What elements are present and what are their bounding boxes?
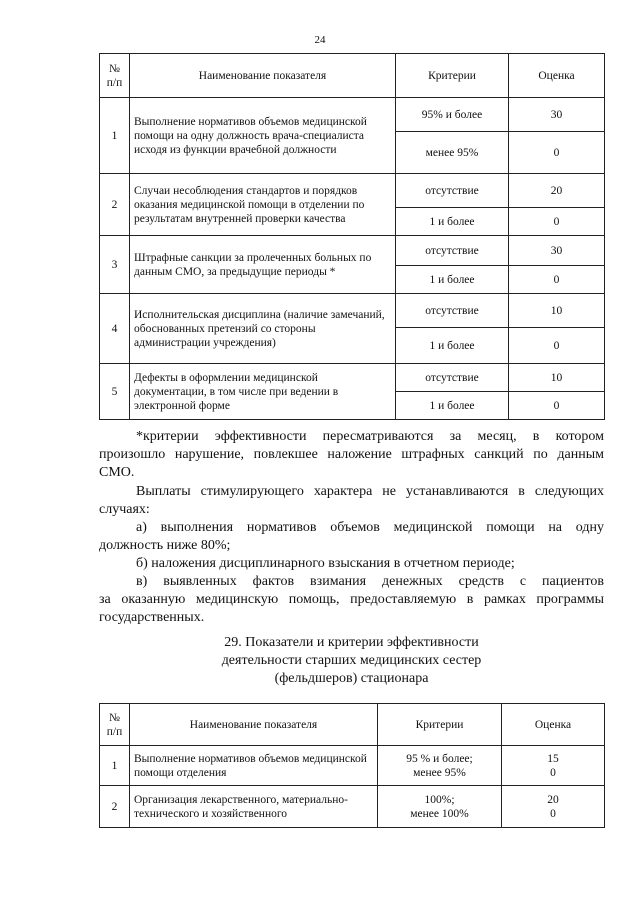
row-criteria: отсутствие <box>396 364 509 392</box>
table-row <box>100 786 605 828</box>
score-line: 15 <box>547 752 559 765</box>
header-name: Наименование показателя <box>130 704 378 746</box>
footnote <box>99 428 604 482</box>
table-row <box>100 294 605 328</box>
paragraph-line: случаях: <box>99 502 150 517</box>
footnote-line: СМО. <box>99 465 135 480</box>
row-num: 2 <box>100 174 130 236</box>
list-item-a: а) выполнения нормативов объемов медицинской помощи на одну <box>136 520 604 535</box>
row-criteria: 1 и более <box>396 328 509 364</box>
table-row <box>100 236 605 266</box>
footnote-line: *критерии эффективности пересматриваются за месяц, в котором <box>136 429 604 444</box>
table-row <box>100 174 605 208</box>
table-row <box>100 746 605 786</box>
criteria-line: 95 % и более; <box>406 752 473 765</box>
row-num: 1 <box>100 98 130 174</box>
heading-line: деятельности старших медицинских сестер <box>221 653 482 668</box>
heading-line: 29. Показатели и критерии эффективности <box>224 635 479 650</box>
row-criteria: отсутствие <box>396 174 509 208</box>
list-item-c-cont: государственных. <box>99 610 205 625</box>
row-criteria: отсутствие <box>396 294 509 328</box>
header-num: № п/п <box>100 704 130 746</box>
row-num: 5 <box>100 364 130 420</box>
row-score: 0 <box>509 132 605 174</box>
row-score: 20 <box>509 174 605 208</box>
footnote-line: произошло нарушение, повлекшее наложение штрафных санкций по данным <box>99 447 604 462</box>
criteria-line: менее 100% <box>410 807 469 820</box>
row-name: Организация лекарственного, материально-технического и хозяйственного <box>130 786 378 828</box>
row-criteria <box>378 746 502 786</box>
payments-paragraph <box>99 483 604 627</box>
row-score <box>502 746 605 786</box>
row-score: 30 <box>509 98 605 132</box>
page-number: 24 <box>314 34 326 46</box>
score-line: 0 <box>550 766 556 779</box>
row-criteria <box>378 786 502 828</box>
paragraph-line: Выплаты стимулирующего характера не устанавливаются в следующих <box>136 484 604 499</box>
row-name: Штрафные санкции за пролеченных больных по данным СМО, за предыдущие периоды * <box>130 236 396 294</box>
header-criteria: Критерии <box>378 704 502 746</box>
row-score: 0 <box>509 266 605 294</box>
row-score: 0 <box>509 328 605 364</box>
indicators-table-nurses <box>99 703 605 828</box>
header-criteria: Критерии <box>396 54 509 98</box>
table-header-row <box>100 704 605 746</box>
row-name: Выполнение нормативов объемов медицинской помощи на одну должность врача-специалиста исходя из функции врачебной должности <box>130 98 396 174</box>
list-item-b: б) наложения дисциплинарного взыскания в отчетном периоде; <box>136 556 515 571</box>
row-score: 30 <box>509 236 605 266</box>
list-item-c: в) выявленных фактов взимания денежных средств с пациентов <box>136 574 604 589</box>
row-criteria: менее 95% <box>396 132 509 174</box>
criteria-line: менее 95% <box>413 766 466 779</box>
row-criteria: 1 и более <box>396 392 509 420</box>
table-row <box>100 98 605 132</box>
row-num: 1 <box>100 746 130 786</box>
row-num: 4 <box>100 294 130 364</box>
criteria-line: 100%; <box>424 793 455 806</box>
row-num: 2 <box>100 786 130 828</box>
list-item-a-cont: должность ниже 80%; <box>99 538 231 553</box>
row-name: Исполнительская дисциплина (наличие замечаний, обоснованных претензий со стороны администрации учреждения) <box>130 294 396 364</box>
score-line: 20 <box>547 793 559 806</box>
table-header-row <box>100 54 605 98</box>
row-name: Случаи несоблюдения стандартов и порядков оказания медицинской помощи в отделении по результатам внутренней проверки качества <box>130 174 396 236</box>
row-score: 10 <box>509 294 605 328</box>
header-name: Наименование показателя <box>130 54 396 98</box>
score-line: 0 <box>550 807 556 820</box>
row-score: 0 <box>509 208 605 236</box>
row-name: Дефекты в оформлении медицинской документации, в том числе при ведении в электронной форме <box>130 364 396 420</box>
indicators-table-doctors <box>99 53 605 420</box>
row-num: 3 <box>100 236 130 294</box>
row-criteria: 95% и более <box>396 98 509 132</box>
row-criteria: отсутствие <box>396 236 509 266</box>
list-item-c-cont: за оказанную медицинскую помощь, предоставляемую в рамках программы <box>99 592 604 607</box>
row-score: 10 <box>509 364 605 392</box>
row-criteria: 1 и более <box>396 208 509 236</box>
header-score: Оценка <box>509 54 605 98</box>
row-score: 0 <box>509 392 605 420</box>
section-heading <box>99 634 604 688</box>
header-score: Оценка <box>502 704 605 746</box>
header-num: № п/п <box>100 54 130 98</box>
table-row <box>100 364 605 392</box>
row-criteria: 1 и более <box>396 266 509 294</box>
row-name: Выполнение нормативов объемов медицинской помощи отделения <box>130 746 378 786</box>
heading-line: (фельдшеров) стационара <box>274 671 429 686</box>
row-score <box>502 786 605 828</box>
